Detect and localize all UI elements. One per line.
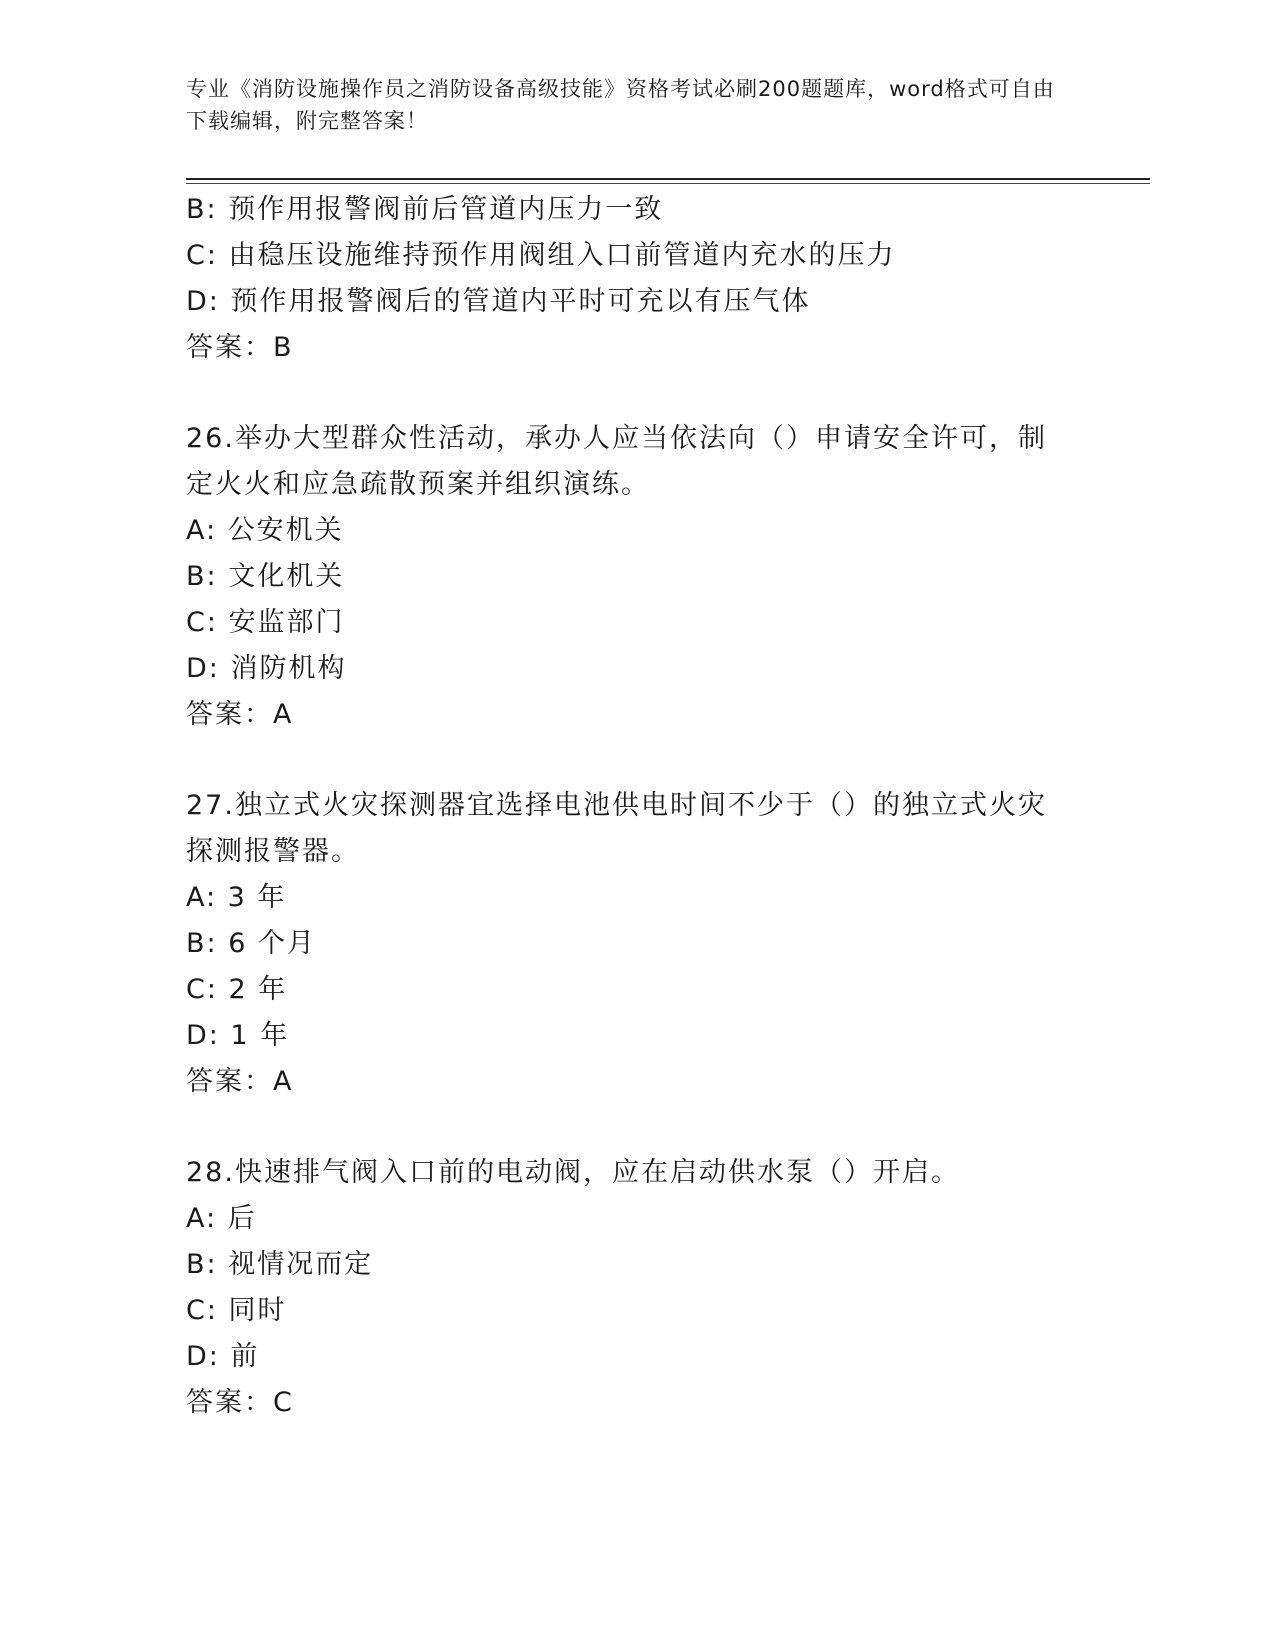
answer-line: 答案：A <box>186 1066 294 1097</box>
option-b: B: 视情况而定 <box>186 1249 374 1280</box>
document-header: 专业《消防设施操作员之消防设备高级技能》资格考试必刷200题题库，word格式可自由下载编辑，附完整答案！ <box>186 77 1055 133</box>
question-text: 28.快速排气阀入口前的电动阀，应在启动供水泵（）开启。 <box>186 1157 960 1188</box>
header-divider-thin <box>186 183 1150 184</box>
question-text: 27.独立式火灾探测器宜选择电池供电时间不少于（）的独立式火灾探测报警器。 <box>186 790 1047 867</box>
option-c: C: 由稳压设施维持预作用阀组入口前管道内充水的压力 <box>186 240 896 271</box>
question-26 <box>186 416 1086 738</box>
partial-question <box>186 187 1086 371</box>
option-c: C: 安监部门 <box>186 607 345 638</box>
option-c: C: 同时 <box>186 1295 287 1326</box>
answer-line: 答案：A <box>186 699 294 730</box>
option-a: A: 后 <box>186 1203 257 1234</box>
question-text: 26.举办大型群众性活动，承办人应当依法向（）申请安全许可，制定火火和应急疏散预案并组织演练。 <box>186 423 1047 500</box>
question-28 <box>186 1150 1086 1426</box>
option-a: A: 3 年 <box>186 882 287 913</box>
option-b: B: 文化机关 <box>186 561 345 592</box>
question-content <box>186 187 1086 1426</box>
answer-line: 答案：C <box>186 1387 294 1418</box>
option-d: D: 预作用报警阀后的管道内平时可充以有压气体 <box>186 286 811 317</box>
option-d: D: 消防机构 <box>186 653 347 684</box>
option-d: D: 前 <box>186 1341 260 1372</box>
option-b: B: 6 个月 <box>186 928 316 959</box>
option-a: A: 公安机关 <box>186 515 344 546</box>
answer-line: 答案：B <box>186 332 294 363</box>
question-27 <box>186 783 1086 1105</box>
option-c: C: 2 年 <box>186 974 288 1005</box>
option-b: B: 预作用报警阀前后管道内压力一致 <box>186 194 664 225</box>
header-divider-thick <box>186 178 1150 180</box>
option-d: D: 1 年 <box>186 1020 290 1051</box>
